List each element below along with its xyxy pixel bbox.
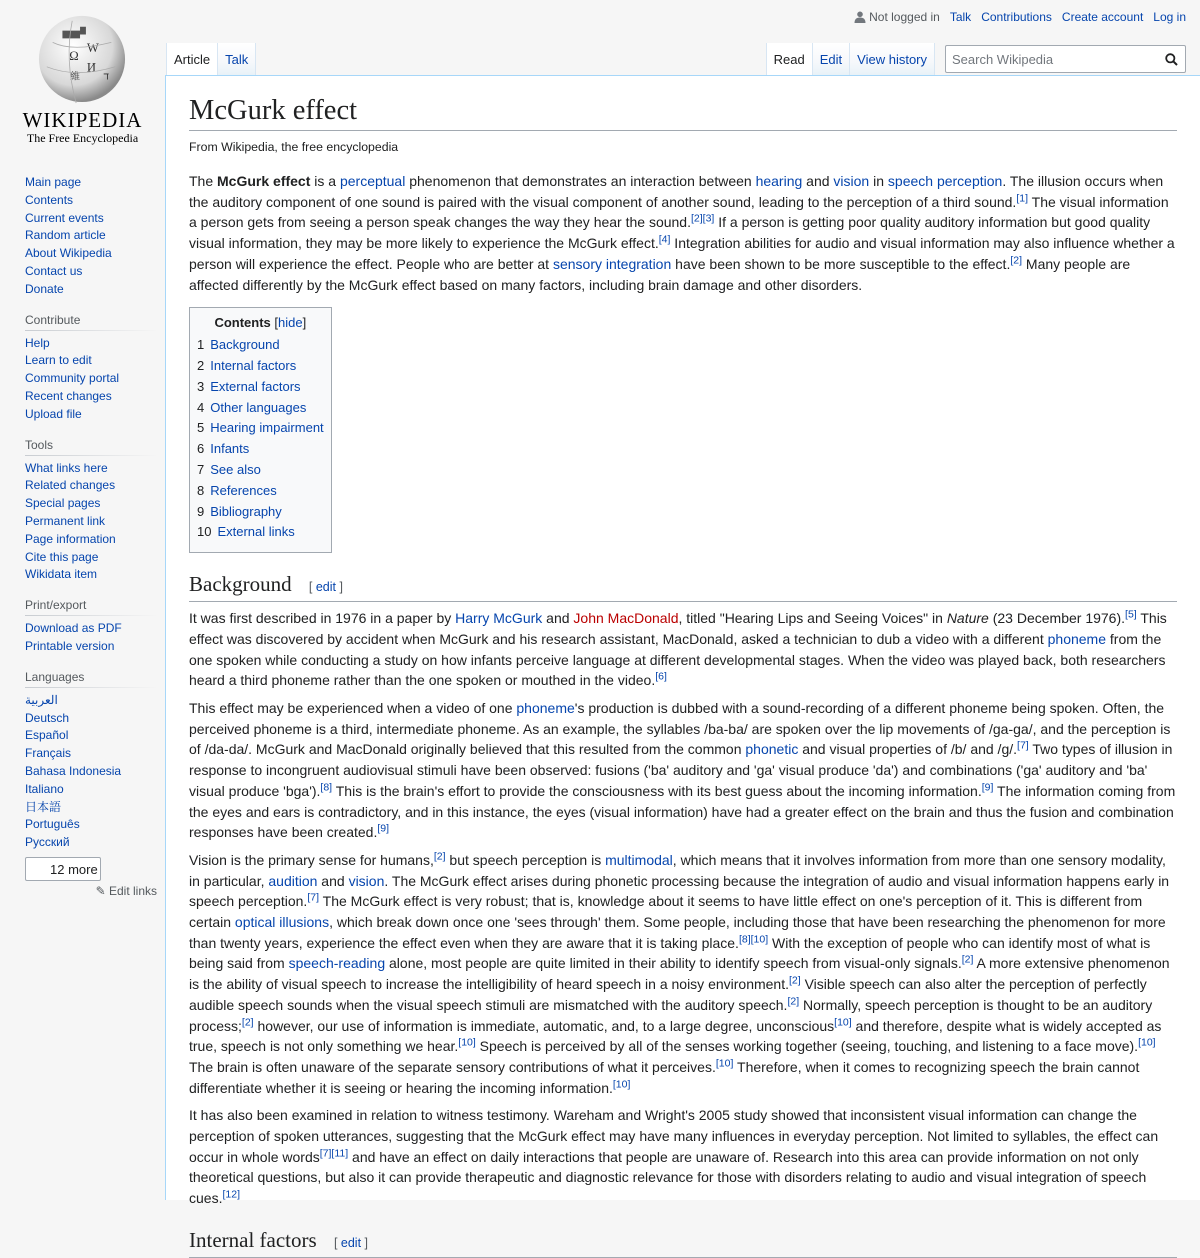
tagline: The Free Encyclopedia <box>26 131 139 145</box>
tab-view-history[interactable]: View history <box>850 43 935 75</box>
tab-edit[interactable]: Edit <box>813 43 850 75</box>
article-link[interactable]: vision <box>348 872 385 889</box>
not-logged-in: Not logged in <box>854 10 940 24</box>
article-link[interactable]: speech-reading <box>288 955 386 972</box>
citation-ref[interactable]: [6] <box>655 670 667 683</box>
search-input[interactable]: Search Wikipedia <box>945 45 1186 73</box>
toc-item[interactable]: 2 Internal factors <box>197 358 297 374</box>
citation-ref[interactable]: [10] <box>1138 1036 1156 1049</box>
personal-tools <box>854 10 1186 24</box>
article-link[interactable]: phoneme <box>516 700 575 716</box>
citation-ref[interactable]: [8][10] <box>738 933 769 946</box>
section-heading-internal-factors: Internal factors [ edit ] <box>189 1227 1177 1258</box>
article-link[interactable]: speech perception <box>887 173 1003 189</box>
table-of-contents <box>189 307 332 553</box>
sidebar-languages <box>0 666 165 898</box>
user-icon <box>854 11 866 23</box>
toc-item[interactable]: 9 Bibliography <box>197 503 282 519</box>
log-in-link[interactable]: Log in <box>1153 10 1186 24</box>
sidebar-item-contents[interactable]: Contents <box>25 192 74 207</box>
sidebar-tools <box>0 434 165 585</box>
sidebar-item-related-changes[interactable]: Related changes <box>25 478 116 493</box>
toc-item[interactable]: 8 References <box>197 482 277 498</box>
citation-ref[interactable]: [2] <box>1010 254 1023 267</box>
citation-ref[interactable]: [2] <box>787 995 800 1008</box>
article-link[interactable]: multimodal <box>605 851 673 868</box>
lang-deutsch[interactable]: Deutsch <box>25 710 70 725</box>
create-account-link[interactable]: Create account <box>1061 10 1144 24</box>
sidebar-navigation <box>0 160 165 299</box>
citation-ref[interactable]: [9] <box>377 822 390 835</box>
lang-portugues[interactable]: Português <box>25 817 80 832</box>
talk-link[interactable]: Talk <box>949 10 972 24</box>
lang-espanol[interactable]: Español <box>25 728 69 743</box>
namespace-tabs <box>166 43 256 75</box>
citation-ref[interactable]: [10] <box>612 1078 631 1090</box>
sidebar-item-wikidata-item[interactable]: Wikidata item <box>25 567 98 582</box>
citation-ref[interactable]: [12] <box>222 1188 240 1201</box>
toc-list <box>197 335 324 543</box>
toc-item[interactable]: 4 Other languages <box>197 399 307 415</box>
sidebar-item-main-page[interactable]: Main page <box>25 175 82 189</box>
toc-item[interactable]: 1 Background <box>197 337 280 353</box>
lang-italiano[interactable]: Italiano <box>25 781 64 796</box>
article-link[interactable]: hearing <box>755 173 803 189</box>
lang-russian[interactable]: Русский <box>25 835 70 850</box>
toc-item[interactable]: 6 Infants <box>197 441 250 457</box>
paragraph-intro: The McGurk effect is a perceptual phenomenon that demonstrates an interaction between hearing and vision in speech perception. The illusion occurs when the auditory component of one sound is paired with the visual component of another sound, leading to the perception of a third sound.[1] The visual information a person gets from seeing a person speak changes the way they hear the sound.[2][3] If a person is getting poor quality auditory information but good quality visual information, they may be more likely to experience the McGurk effect.[4] Integration abilities for audio and visual information may also influence whether a person will experience the effect. People who are better at sensory integration have been shown to be more susceptible to the effect.[2] Many people are affected differently by the McGurk effect based on many factors, including brain damage and other disorders. <box>189 173 1175 293</box>
sidebar-item-current-events[interactable]: Current events <box>25 210 104 225</box>
site-subtitle: From Wikipedia, the free encyclopedia <box>189 140 399 154</box>
tab-read[interactable]: Read <box>766 43 813 75</box>
wordmark: WIKIPEDIA <box>22 108 143 132</box>
sidebar-item-help[interactable]: Help <box>25 335 50 350</box>
article-link[interactable]: optical illusions <box>234 914 330 931</box>
citation-ref[interactable]: [5] <box>1125 608 1137 621</box>
wikipedia-logo[interactable] <box>0 0 160 160</box>
toc-item[interactable]: 3 External factors <box>197 378 301 394</box>
sidebar-item-permanent-link[interactable]: Permanent link <box>25 513 106 528</box>
citation-ref[interactable]: [7] <box>307 891 319 904</box>
contribute-heading: Contribute <box>25 309 157 331</box>
lang-arabic[interactable]: العربية <box>25 692 58 707</box>
paragraph-background-3: Vision is the primary sense for humans,[2] but speech perception is multimodal, which means that it involves information from more than one sensory modality, in particular, audition and vision. The McGurk effect arises during phonetic processing because the integration of audio and visual information happens early in speech perception.[7] The McGurk effect is very robust; that is, knowledge about it seems to have little effect on one's perception of it. This is different from certain optical illusions, which break down once one 'sees through' them. Some people, including those that have been researching the phenomenon for more than twenty years, experience the effect even when they are aware that it is taking place.[8][10] With the exception of people who can identify most of what is being said from speech-reading alone, most people are quite limited in their ability to identify speech from visual-only signals.[2] A more extensive phenomenon is the ability of visual speech to increase the intelligibility of heard speech in a noisy environment.[2] Visible speech can also alter the perception of perfectly audible speech sounds when the visual speech stimuli are mismatched with the auditory speech.[2] Normally, speech perception is thought to be an auditory process;[2] however, our use of information is immediate, automatic, and, to a large degree, unconscious[10] and therefore, despite what is widely accepted as true, speech is not only something we hear.[10] Speech is perceived by all of the senses working together (seeing, touching, and listening to a face move).[10] The brain is often unaware of the separate sensory contributions of what it perceives.[10] Therefore, when it comes to recognizing speech the brain cannot differentiate whether it is seeing or hearing the incoming information.[10] <box>189 850 1170 1096</box>
sidebar <box>0 160 165 908</box>
toc-item[interactable]: 7 See also <box>197 462 261 477</box>
pencil-icon: ✎ <box>95 883 106 898</box>
citation-ref[interactable]: [10] <box>834 1015 852 1028</box>
main-content <box>165 75 1200 1252</box>
svg-text:ד: ד <box>103 71 109 83</box>
citation-ref[interactable]: [4] <box>658 233 671 246</box>
sidebar-item-page-information[interactable]: Page information <box>25 531 116 546</box>
edit-section-internal-factors[interactable]: edit <box>340 1235 362 1250</box>
toc-title: Contents [hide] <box>214 315 307 331</box>
edit-links[interactable]: ✎ Edit links <box>95 883 157 898</box>
toc-hide-toggle[interactable]: hide <box>278 315 303 331</box>
sidebar-print <box>0 594 165 656</box>
redlink[interactable]: John MacDonald <box>573 610 679 627</box>
sidebar-item-learn-to-edit[interactable]: Learn to edit <box>25 353 92 368</box>
svg-text:И: И <box>86 60 97 75</box>
citation-ref[interactable]: [2][3] <box>690 212 715 225</box>
citation-ref[interactable]: [9] <box>981 781 994 794</box>
sidebar-item-upload-file[interactable]: Upload file <box>25 406 82 421</box>
lang-francais[interactable]: Français <box>25 746 72 761</box>
tab-article[interactable]: Article <box>166 43 218 75</box>
sidebar-item-community-portal[interactable]: Community portal <box>25 371 120 386</box>
print-heading: Print/export <box>25 594 157 616</box>
languages-heading: Languages <box>25 666 157 688</box>
sidebar-item-special-pages[interactable]: Special pages <box>25 496 101 511</box>
lang-japanese[interactable]: 日本語 <box>25 799 62 814</box>
section-heading-background: Background [ edit ] <box>189 571 1177 602</box>
svg-text:Ω: Ω <box>69 48 79 63</box>
more-languages-button[interactable]: 12 more <box>25 857 101 881</box>
svg-text:維: 維 <box>70 71 81 83</box>
citation-ref[interactable]: [2] <box>961 953 974 966</box>
citation-ref[interactable]: [2] <box>241 1015 254 1028</box>
paragraph-background-4: It has also been examined in relation to witness testimony. Wareham and Wright's 2005 study showed that inconsistent visual information can change the perception of spoken utterances, suggesting that the McGurk effect may have many influences in everyday perception. Not limited to syllables, the effect can occur in whole words[7][11] and have an effect on daily interactions that people are unaware of. Research into this area can provide information on not only theoretical questions, but also it can provide therapeutic and diagnostic relevance for those with disorders relating to audio and visual integration of speech cues.[12] <box>189 1107 1159 1207</box>
article-link[interactable]: vision <box>833 173 870 189</box>
sidebar-item-printable-version[interactable]: Printable version <box>25 638 115 653</box>
sidebar-item-recent-changes[interactable]: Recent changes <box>25 388 112 403</box>
toc-item[interactable]: 5 Hearing impairment <box>197 420 324 436</box>
tools-heading: Tools <box>25 434 157 456</box>
sidebar-item-cite-this-page[interactable]: Cite this page <box>25 549 99 564</box>
citation-ref[interactable]: [2] <box>433 850 446 863</box>
article-link[interactable]: Harry McGurk <box>455 610 543 627</box>
sidebar-item-what-links-here[interactable]: What links here <box>25 460 108 475</box>
svg-text:W: W <box>86 41 99 56</box>
sidebar-item-about[interactable]: About Wikipedia <box>25 246 112 261</box>
article-link[interactable]: phonetic <box>745 741 799 758</box>
article-link[interactable]: phoneme <box>1047 630 1107 647</box>
sidebar-item-donate[interactable]: Donate <box>25 281 64 296</box>
citation-ref[interactable]: [10] <box>458 1036 476 1049</box>
article-link[interactable]: audition <box>268 872 318 889</box>
sidebar-item-random-article[interactable]: Random article <box>25 228 106 243</box>
citation-ref[interactable]: [7][11] <box>319 1147 349 1160</box>
sidebar-item-contact[interactable]: Contact us <box>25 263 83 278</box>
search-icon[interactable] <box>1165 53 1178 66</box>
contributions-link[interactable]: Contributions <box>981 10 1052 24</box>
edit-section-background[interactable]: edit <box>315 580 337 595</box>
citation-ref[interactable]: [10] <box>715 1057 734 1070</box>
wikipedia-globe-icon <box>33 13 131 103</box>
citation-ref[interactable]: [8] <box>320 781 333 794</box>
article-link[interactable]: sensory integration <box>552 255 672 272</box>
toc-item[interactable]: 10 External links <box>197 524 295 540</box>
sidebar-item-download-pdf[interactable]: Download as PDF <box>25 621 122 636</box>
view-tabs <box>766 43 1186 75</box>
lang-bahasa-indonesia[interactable]: Bahasa Indonesia <box>25 763 122 778</box>
tab-talk[interactable]: Talk <box>218 43 256 75</box>
citation-ref[interactable]: [2] <box>789 974 801 987</box>
article-link[interactable]: perceptual <box>339 173 406 189</box>
paragraph-background-1: It was first described in 1976 in a paper by Harry McGurk and John MacDonald, titled "Hearing Lips and Seeing Voices" in Nature (23 December 1976).[5] This effect was discovered by accident when McGurk and his research assistant, MacDonald, asked a technician to dub a video with a different phoneme from the one spoken while conducting a study on how infants perceive language at different developmental stages. When the video was played back, both researchers heard a third phoneme rather than the one spoken or mouthed in the video.[6] <box>189 608 1167 689</box>
page-title: McGurk effect <box>189 94 1177 131</box>
citation-ref[interactable]: [1] <box>1016 192 1029 205</box>
citation-ref[interactable]: [7] <box>1017 739 1029 752</box>
sidebar-contribute <box>0 309 165 424</box>
paragraph-background-2: This effect may be experienced when a video of one phoneme's production is dubbed with a sound-recording of a different phoneme being spoken. Often, the perceived phoneme is a third, intermediate phoneme. As an example, the syllables /ba-ba/ are spoken over the lip movements of /ga-ga/, and the perception is of /da-da/. McGurk and MacDonald originally believed that this resulted from the common phonetic and visual properties of /b/ and /g/.[7] Two types of illusion in response to incongruent audiovisual stimuli have been observed: fusions ('ba' auditory and 'ga' visual produce 'da') and combinations ('ga' auditory and 'ba' visual produce 'bga').[8] This is the brain's effort to provide the consciousness with its best guess about the incoming information.[9] The information coming from the eyes and ears is contradictory, and in this instance, the eyes (visual information) have had a greater effect on the brain and thus the fusion and combination responses have been created.[9] <box>189 700 1176 841</box>
